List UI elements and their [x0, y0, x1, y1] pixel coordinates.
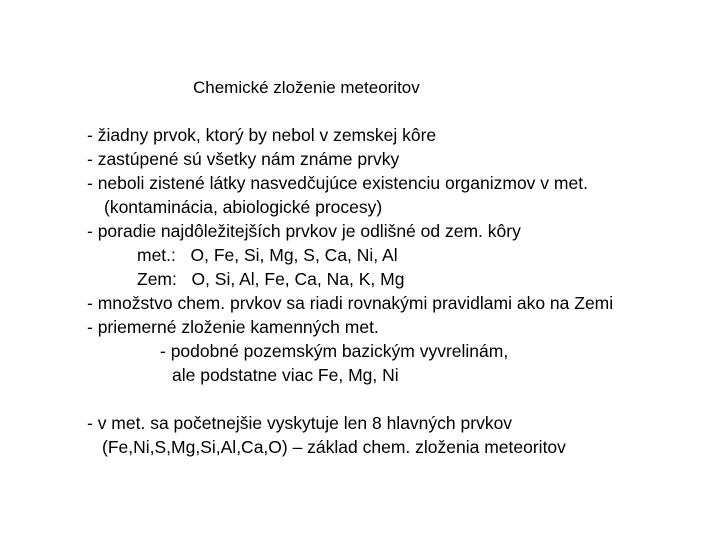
element-list-meteorite: met.: O, Fe, Si, Mg, S, Ca, Ni, Al — [137, 245, 398, 265]
bullet-line: - žiadny prvok, ktorý by nebol v zemskej kôre — [87, 125, 437, 145]
bullet-line: - neboli zistené látky nasvedčujúce existenciu organizmov v met. — [87, 173, 588, 193]
continuation-line: (kontaminácia, abiologické procesy) — [104, 197, 383, 217]
sub-bullet-line: - podobné pozemským bazickým vyvrelinám, — [160, 341, 509, 361]
continuation-line: ale podstatne viac Fe, Mg, Ni — [172, 365, 399, 385]
element-list-earth: Zem: O, Si, Al, Fe, Ca, Na, K, Mg — [137, 269, 405, 289]
bullet-line: - priemerné zloženie kamenných met. — [87, 317, 379, 337]
bullet-line: - poradie najdôležitejších prvkov je odlišné od zem. kôry — [87, 221, 521, 241]
continuation-line: (Fe,Ni,S,Mg,Si,Al,Ca,O) – základ chem. zloženia meteoritov — [102, 437, 566, 457]
slide-title: Chemické zloženie meteoritov — [193, 78, 420, 97]
bullet-line: - v met. sa početnejšie vyskytuje len 8 hlavných prvkov — [87, 413, 513, 433]
bullet-line: - zastúpené sú všetky nám známe prvky — [87, 149, 400, 169]
bullet-line: - množstvo chem. prvkov sa riadi rovnakými pravidlami ako na Zemi — [87, 293, 614, 313]
